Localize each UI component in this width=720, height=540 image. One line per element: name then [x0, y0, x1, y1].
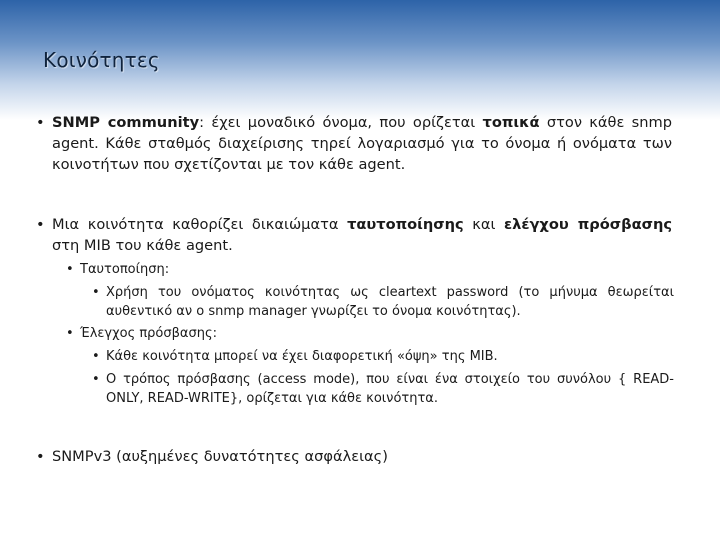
sub-sub-bullet-mib-view	[92, 347, 674, 366]
bullet-text: στη MIB του κάθε agent.	[52, 237, 233, 254]
bullet-marker: •	[92, 349, 100, 364]
bullet-marker: •	[36, 448, 45, 465]
bullet-marker: •	[36, 216, 45, 233]
bullet-marker: •	[66, 326, 74, 341]
bullet-text: και	[463, 216, 504, 233]
bullet-marker: •	[36, 114, 45, 131]
bullet-community-rights	[36, 214, 673, 256]
bullet-text: Ταυτοποίηση:	[80, 262, 170, 277]
bullet-marker: •	[92, 372, 100, 387]
sub-bullet-access-control	[66, 324, 672, 343]
bullet-marker: •	[92, 285, 100, 300]
bullet-text: Έλεγχος πρόσβασης:	[80, 326, 217, 341]
term-access-control: ελέγχου πρόσβασης	[504, 216, 673, 233]
bullet-snmp-community	[36, 112, 673, 175]
bullet-marker: •	[66, 262, 74, 277]
term-locally: τοπικά	[482, 114, 540, 131]
term-snmp-community: SNMP community	[52, 114, 200, 131]
bullet-text: Μια κοινότητα καθορίζει δικαιώματα	[52, 216, 348, 233]
bullet-snmpv3	[36, 446, 672, 467]
sub-sub-bullet-cleartext-password	[92, 283, 674, 321]
bullet-text: Ο τρόπος πρόσβασης (access mode), που είναι ένα στοιχείο του συνόλου { READ-ONLY, READ-WRITE}, ορίζεται για κάθε κοινότητα.	[106, 372, 674, 406]
sub-sub-bullet-access-mode	[92, 370, 674, 408]
bullet-text: στον κάθε snmp agent. Κάθε σταθμός διαχείρισης τηρεί λογαριασμό για το όνομα ή ονόματα των κοινοτήτων που σχετίζονται με τον κάθε agent.	[52, 114, 673, 173]
term-authentication: ταυτοποίησης	[347, 216, 464, 233]
sub-bullet-authentication	[66, 260, 672, 279]
slide-title: Κοινότητες	[43, 48, 160, 72]
bullet-text: : έχει μοναδικό όνομα, που ορίζεται	[199, 114, 483, 131]
bullet-text: Χρήση του ονόματος κοινότητας ως cleartext password (το μήνυμα θεωρείται αυθεντικό αν ο snmp manager γνωρίζει το όνομα κοινότητας).	[106, 285, 674, 319]
bullet-text: SNMPv3 (αυξημένες δυνατότητες ασφάλειας)	[52, 448, 388, 465]
bullet-text: Κάθε κοινότητα μπορεί να έχει διαφορετική «όψη» της MIB.	[106, 349, 498, 364]
